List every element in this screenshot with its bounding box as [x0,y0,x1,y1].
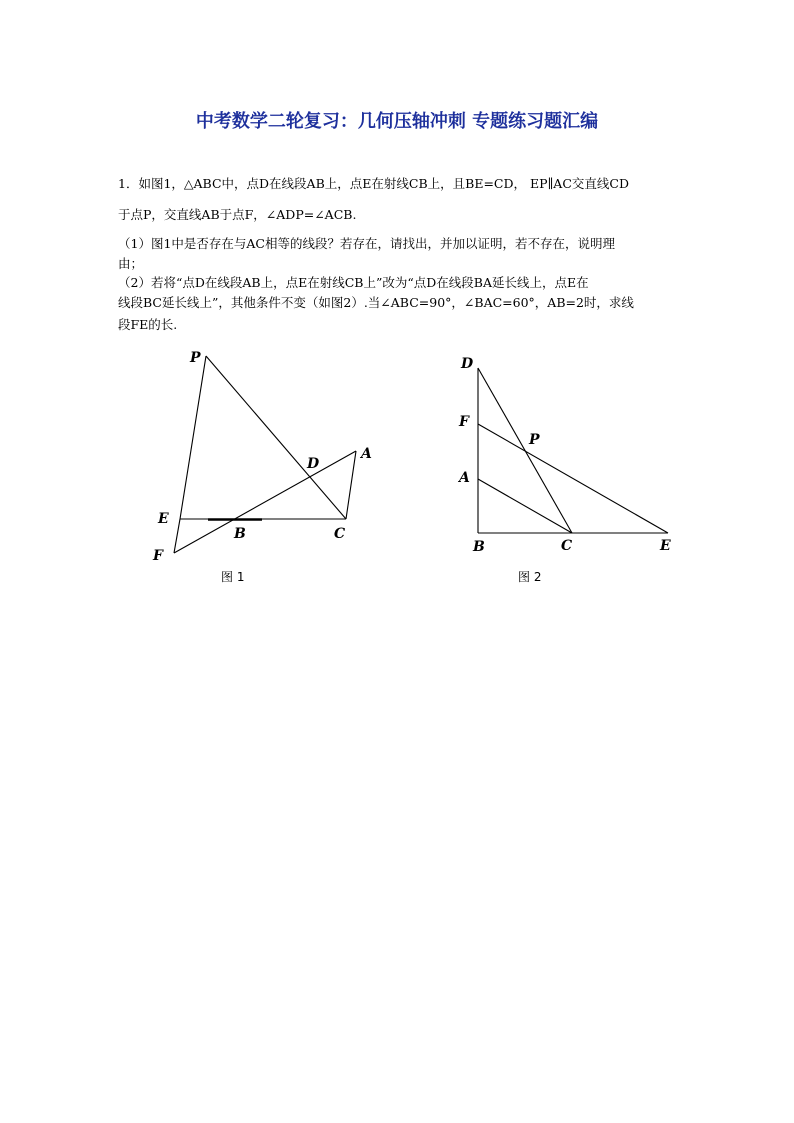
label-B: B [473,539,485,555]
problem-line-3: （1）图1中是否存在与AC相等的线段？若存在，请找出，并加以证明，若不存在，说明理 [118,236,615,251]
segment-AC [346,451,356,519]
label-E: E [660,538,671,554]
label-P: P [190,350,201,366]
label-P: P [529,432,540,448]
problem-line-4: 由； [118,256,144,271]
figure-1-caption: 图 1 [221,570,245,584]
label-E: E [158,511,169,527]
label-B: B [234,526,246,542]
figure-2-caption: 图 2 [518,570,542,584]
segment-EF [174,519,180,553]
figure-2-diagram [450,350,690,560]
segment-PE [180,356,206,519]
segment-PC [206,356,346,519]
label-F: F [153,548,163,564]
segment-FE [478,424,668,533]
label-A: A [361,446,372,462]
label-D: D [461,356,474,372]
page-title: 中考数学二轮复习：几何压轴冲刺 专题练习题汇编 [195,111,599,132]
label-C: C [561,538,573,554]
problem-line-2: 于点P，交直线AB于点F，∠ADP=∠ACB. [118,207,357,222]
label-F: F [459,414,469,430]
segment-AC [478,479,572,533]
segment-FA [174,451,356,553]
label-C: C [334,526,346,542]
problem-line-7: 段FE的长. [118,317,178,332]
label-D: D [307,456,320,472]
label-A: A [459,470,470,486]
figure-1-diagram [140,340,400,580]
problem-line-5: （2）若将“点D在线段AB上，点E在射线CB上”改为“点D在线段BA延长线上，点E在 [118,275,589,290]
problem-line-6: 线段BC延长线上”，其他条件不变（如图2）.当∠ABC=90°，∠BAC=60°，AB=2时，求线 [118,295,634,310]
problem-line-1: 1．如图1，△ABC中，点D在线段AB上，点E在射线CB上，且BE=CD， EP∥AC交直线CD [118,176,629,191]
